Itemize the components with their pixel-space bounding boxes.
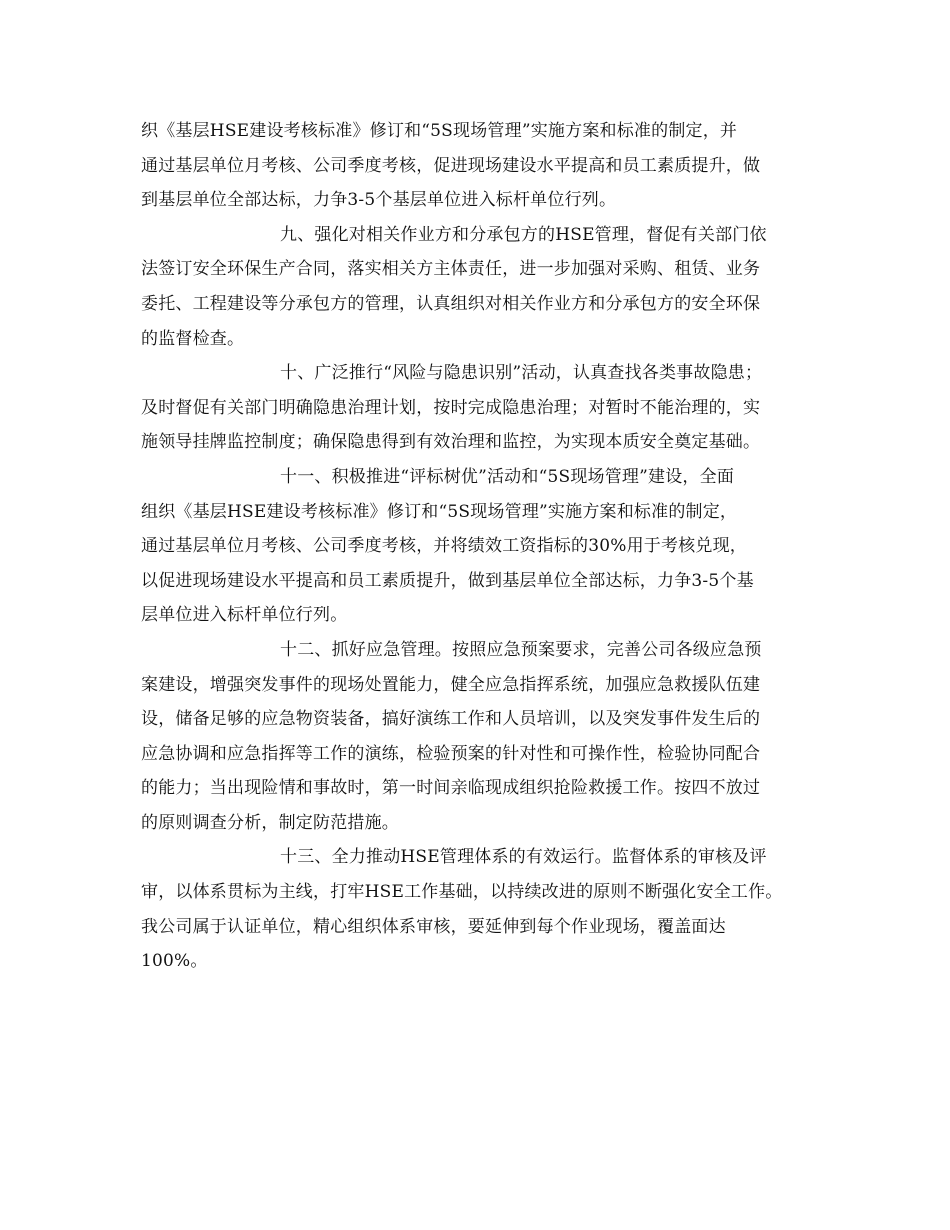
paragraph-continuation [141,114,821,218]
text-line: 案建设，增强突发事件的现场处置能力，健全应急指挥系统，加强应急救援队伍建 [141,674,761,695]
text-line: 十、广泛推行“风险与隐患识别”活动，认真查找各类事故隐患； [280,363,763,384]
text-line: 的能力；当出现险情和事故时，第一时间亲临现成组织抢险救援工作。按四不放过 [141,778,761,799]
text-line: 十二、抓好应急管理。按照应急预案要求，完善公司各级应急预 [280,639,762,660]
text-line: 通过基层单位月考核、公司季度考核，促进现场建设水平提高和员工素质提升，做 [141,155,761,176]
text-line: 的原则调查分析，制定防范措施。 [141,812,399,833]
text-line: 设，储备足够的应急物资装备，搞好演练工作和人员培训，以及突发事件发生后的 [141,709,761,730]
paragraph-item-9 [141,218,821,356]
text-line: 委托、工程建设等分承包方的管理，认真组织对相关作业方和分承包方的安全环保 [141,293,761,314]
paragraph-item-12 [141,633,821,841]
paragraph-item-10 [141,356,821,460]
text-line: 十一、积极推进“评标树优”活动和“5S现场管理”建设，全面 [280,466,735,487]
text-line: 以促进现场建设水平提高和员工素质提升，做到基层单位全部达标，力争3-5个基 [141,570,754,591]
text-line: 十三、全力推动HSE管理体系的有效运行。监督体系的审核及评 [280,847,767,868]
text-line: 100%。 [141,951,208,972]
text-line: 层单位进入标杆单位行列。 [141,605,348,626]
text-line: 施领导挂牌监控制度；确保隐患得到有效治理和监控，为实现本质安全奠定基础。 [141,432,761,453]
text-line: 的监督检查。 [141,328,245,349]
text-line: 组织《基层HSE建设考核标准》修订和“5S现场管理”实施方案和标准的制定， [141,501,738,522]
text-line: 到基层单位全部达标，力争3-5个基层单位进入标杆单位行列。 [141,190,617,211]
document-body [141,114,821,979]
text-line: 通过基层单位月考核、公司季度考核，并将绩效工资指标的30%用于考核兑现， [141,536,747,557]
text-line: 法签订安全环保生产合同，落实相关方主体责任，进一步加强对采购、租赁、业务 [141,259,761,280]
text-line: 九、强化对相关作业方和分承包方的HSE管理，督促有关部门依 [280,224,767,245]
text-line: 织《基层HSE建设考核标准》修订和“5S现场管理”实施方案和标准的制定，并 [141,121,738,141]
text-line: 审，以体系贯标为主线，打牢HSE工作基础，以持续改进的原则不断强化安全工作。 [141,882,783,903]
paragraph-item-13 [141,840,821,978]
text-line: 应急协调和应急指挥等工作的演练，检验预案的针对性和可操作性，检验协同配合 [141,743,761,764]
paragraph-item-11 [141,460,821,633]
text-line: 及时督促有关部门明确隐患治理计划，按时完成隐患治理；对暂时不能治理的，实 [141,397,761,418]
text-line: 我公司属于认证单位，精心组织体系审核，要延伸到每个作业现场，覆盖面达 [141,916,726,937]
